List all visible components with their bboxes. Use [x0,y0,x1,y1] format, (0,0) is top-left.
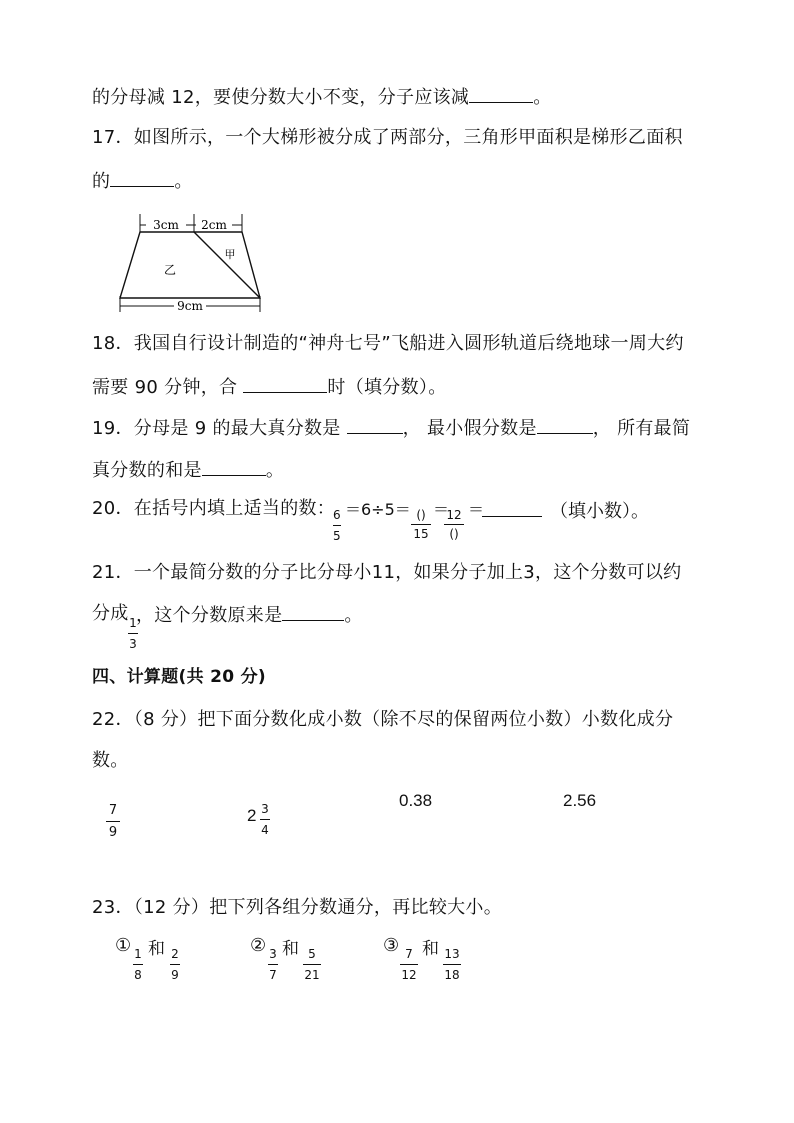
answer-blank[interactable] [537,415,593,434]
frac-den: 12 [401,968,417,982]
mixed-whole: 2 [247,806,257,825]
frac-den: 15 [413,527,429,541]
q20-frac-6-5 [333,508,341,543]
q16-continuation [92,84,552,110]
dim-bottom: 9cm [177,299,203,313]
frac-num: 1 [134,947,142,961]
q17-line1 [92,126,683,150]
frac-num: 3 [261,802,269,816]
q23-g2-frac-b [303,947,321,982]
answer-blank[interactable] [110,168,174,187]
q18-text2: 需要 90 分钟，合 [92,377,238,398]
frac-den: () [449,527,459,541]
q23-g1-frac-a [133,947,143,982]
q22-line1 [92,708,673,732]
frac-den: 4 [261,823,269,837]
dim-top-left: 3cm [153,218,179,232]
trapezoid-figure [112,208,272,316]
q22-mixed-number [247,806,256,826]
frac-den: 18 [444,968,460,982]
q22-decimal-1: 0.38 [399,791,433,810]
frac-den: 5 [333,529,341,543]
q19-end: ， 所有最简 [592,418,691,439]
q23-g3-frac-b [443,947,461,982]
punct: 。 [344,605,363,626]
q22-frac-7-9 [106,803,120,840]
q20-eq3: ＝ [468,500,485,519]
frac-num: () [416,508,426,522]
q18-text: 18．我国自行设计制造的“神舟七号”飞船进入圆形轨道后绕地球一周大约 [92,333,684,354]
q21-text: 21．一个最简分数的分子比分母小11，如果分子加上3，这个分数可以约 [92,562,682,583]
q20-end: （填小数）。 [550,501,649,522]
dividing-line [194,232,260,298]
frac-num: 12 [446,508,462,522]
q17-text2: 的 [92,171,111,192]
frac-den: 21 [304,968,320,982]
q23-g3-frac-a [400,947,418,982]
q20-frac-blank-15[interactable] [411,508,431,541]
q22-decimal-2: 2.56 [563,791,597,810]
frac-den: 9 [108,825,118,840]
frac-den: 7 [269,968,277,982]
frac-num: 6 [333,508,341,522]
answer-blank[interactable] [482,498,542,517]
frac-num: 1 [129,616,137,630]
q21-line2 [92,602,129,626]
punct: 。 [265,460,285,481]
q20-frac-12-blank[interactable] [444,508,464,541]
q20-eq1: ＝6÷5＝ [345,500,411,519]
frac-num: 7 [405,947,413,961]
label-jia: 甲 [224,248,236,261]
q19-line1 [92,415,690,441]
and-word: 和 [422,939,439,959]
q19-text2: 真分数的和是 [92,460,202,481]
q23-g1-frac-b [170,947,180,982]
and-word: 和 [282,939,299,959]
q22-line2 [92,749,129,773]
q22-text: 22．（8 分）把下面分数化成小数（除不尽的保留两位小数）小数化成分 [92,709,674,730]
circle-number-2: ② [250,935,267,956]
q17-line2 [92,168,193,194]
frac-den: 8 [134,968,142,982]
q23-line [92,896,502,920]
answer-blank[interactable] [469,84,533,103]
q18-line1 [92,332,684,356]
q19-text: 19．分母是 9 的最大真分数是 [92,418,341,439]
q18-end: 时（填分数）。 [327,377,447,398]
frac-num: 3 [269,947,277,961]
punct: 。 [533,87,552,108]
q22-text2: 数。 [92,750,129,771]
answer-blank[interactable] [243,374,327,393]
frac-den: 3 [129,637,137,651]
q21-text2: 分成 [92,603,129,624]
dim-top-right: 2cm [201,218,227,232]
circle-number-3: ③ [383,935,400,956]
q22-mixed-frac [260,802,270,837]
q17-text: 17．如图所示，一个大梯形被分成了两部分，三角形甲面积是梯形乙面积 [92,127,683,148]
q16-text: 的分母减 12，要使分数大小不变，分子应该减 [92,87,470,108]
frac-num: 5 [308,947,316,961]
q20-line [92,497,335,521]
frac-num: 13 [444,947,460,961]
q23-text: 23．（12 分）把下列各组分数通分，再比较大小。 [92,897,503,918]
q23-g2-frac-a [268,947,278,982]
circle-number-1: ① [115,935,132,956]
punct: 。 [174,171,193,192]
trapezoid-outline [120,232,260,298]
q19-mid: ， 最小假分数是 [402,418,537,439]
q21-mid: ，这个分数原来是 [136,605,283,626]
answer-blank[interactable] [202,457,266,476]
answer-blank[interactable] [347,415,403,434]
section-heading: 四、计算题(共 20 分) [92,667,266,687]
label-yi: 乙 [163,263,177,277]
frac-num: 2 [171,947,179,961]
and-word: 和 [148,939,165,959]
q19-line2 [92,457,284,483]
frac-num: 7 [108,803,118,818]
q20-text: 20．在括号内填上适当的数： [92,498,336,519]
q20-eq2: ＝ [433,500,450,519]
q18-line2 [92,374,447,400]
answer-blank[interactable] [282,602,344,621]
q21-line2-rest [136,602,363,628]
frac-den: 9 [171,968,179,982]
q21-line1 [92,561,681,585]
